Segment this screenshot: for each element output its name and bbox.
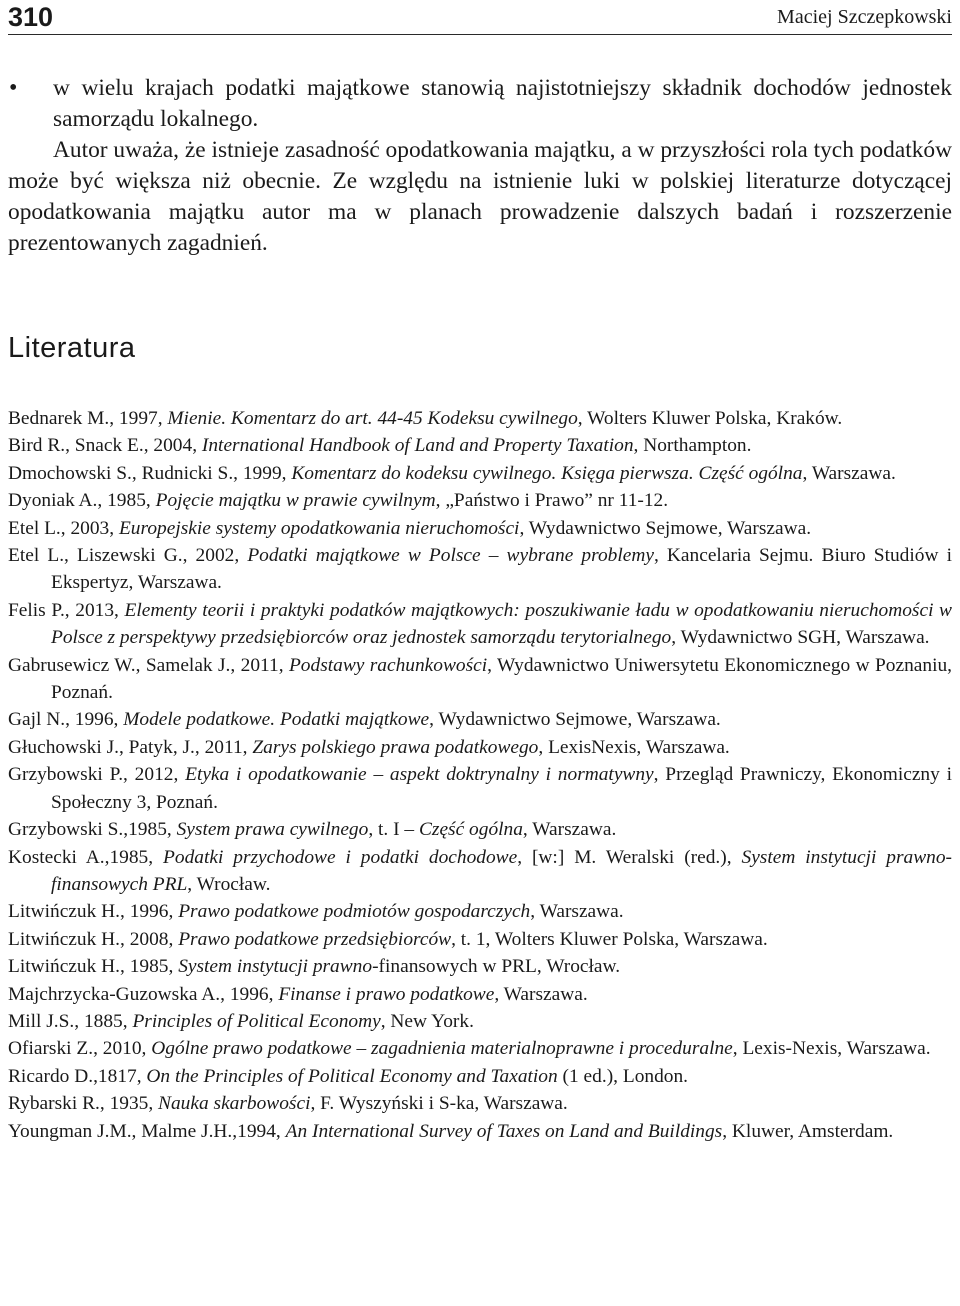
reference-text: , Wrocław. (187, 873, 271, 895)
reference-entry (8, 761, 952, 816)
reference-title: Zarys polskiego prawa podatkowego (252, 736, 539, 758)
reference-text: Rybarski R., 1935, (8, 1093, 159, 1115)
reference-text: Grzybowski P., 2012, (8, 764, 186, 786)
reference-text: Ricardo D.,1817, (8, 1065, 147, 1087)
reference-text: Dyoniak A., 1985, (8, 490, 156, 512)
reference-entry (8, 1118, 952, 1145)
reference-text: , Wydawnictwo Sejmowe, Warszawa. (429, 709, 721, 731)
reference-text: Majchrzycka-Guzowska A., 1996, (8, 983, 279, 1005)
reference-text: Głuchowski J., Patyk, J., 2011, (8, 736, 253, 758)
reference-text: Felis P., 2013, (8, 599, 125, 621)
reference-entry (8, 405, 952, 432)
reference-title: Podatki przychodowe i podatki dochodowe (163, 846, 518, 868)
reference-entry (8, 816, 952, 843)
reference-entry (8, 1063, 952, 1090)
reference-text: , LexisNexis, Warszawa. (538, 736, 730, 758)
reference-text: , Przegląd Prawniczy, Ekonomiczny i Społeczny 3, Poznań. (51, 764, 952, 813)
reference-title: Prawo podatkowe przedsiębiorców (178, 928, 452, 950)
page-number: 310 (8, 2, 54, 32)
reference-text: Gabrusewicz W., Samelak J., 2011, (8, 654, 289, 676)
reference-text: Gajl N., 1996, (8, 709, 124, 731)
reference-text: Kostecki A.,1985, (8, 846, 164, 868)
reference-entry (8, 1008, 952, 1035)
reference-text: , Warszawa. (802, 462, 896, 484)
reference-text: , t. 1, Wolters Kluwer Polska, Warszawa. (451, 928, 768, 950)
reference-title: System prawa cywilnego (176, 819, 369, 841)
reference-text: , Warszawa. (522, 819, 617, 841)
reference-text: Litwińczuk H., 1985, (8, 956, 179, 978)
bullet-text: w wielu krajach podatki majątkowe stanowią najistotniejszy składnik dochodów jednostek samorządu lokalnego. (53, 75, 952, 132)
reference-text: (1 ed.), London. (557, 1065, 689, 1087)
bullet-marker: • (9, 75, 18, 101)
reference-text: , t. I – (368, 819, 419, 841)
reference-entry (8, 652, 952, 707)
reference-entry (8, 1035, 952, 1062)
reference-text: Ofiarski Z., 2010, (8, 1038, 152, 1060)
reference-title: Część ogólna (418, 819, 523, 841)
reference-title: Nauka skarbowości (158, 1093, 311, 1115)
running-head-author: Maciej Szczepkowski (777, 6, 952, 28)
reference-entry (8, 460, 952, 487)
reference-title: Prawo podatkowe podmiotów gospodarczych (178, 901, 531, 923)
reference-entry (8, 515, 952, 542)
reference-text: , Kluwer, Amsterdam. (722, 1120, 894, 1142)
reference-title: Europejskie systemy opodatkowania nieruchomości (118, 517, 520, 539)
section-heading-literature: Literatura (8, 332, 136, 364)
reference-text: Grzybowski S.,1985, (8, 819, 177, 841)
reference-text: Bednarek M., 1997, (8, 408, 168, 429)
reference-title: System instytucji prawno-finansowych PRL (51, 846, 952, 895)
reference-entry (8, 1090, 952, 1117)
reference-entry (8, 706, 952, 733)
reference-text: , Northampton. (633, 435, 752, 457)
reference-text: Etel L., Liszewski G., 2002, (8, 545, 248, 567)
reference-text: , Warszawa. (530, 901, 624, 923)
reference-text: , Warszawa. (494, 983, 588, 1005)
reference-title: Komentarz do kodeksu cywilnego. Księga pierwsza. Część ogólna (291, 462, 803, 484)
reference-text: Youngman J.M., Malme J.H.,1994, (8, 1120, 286, 1142)
reference-text: Litwińczuk H., 1996, (8, 901, 179, 923)
reference-text: , New York. (380, 1010, 474, 1032)
reference-text: , Wydawnictwo Uniwersytetu Ekonomicznego w Poznaniu, Poznań. (51, 654, 952, 704)
reference-text: Etel L., 2003, (8, 517, 119, 539)
reference-entry (8, 542, 952, 597)
reference-entry (8, 597, 952, 652)
reference-title: An International Survey of Taxes on Land and Buildings (285, 1120, 723, 1142)
reference-text: , Lexis-Nexis, Warszawa. (732, 1038, 931, 1060)
reference-text: , Wydawnictwo Sejmowe, Warszawa. (519, 517, 812, 539)
closing-paragraph: Autor uważa, że istnieje zasadność opodatkowania majątku, a w przyszłości rola tych podatków może być większa niż obecnie. Ze względu na istnienie luki w polskiej literaturze dotyczącej opodatkowania majątku autor ma w planach prowadzenie dalszych badań i rozszerzenie prezentowanych zagadnień. (8, 137, 952, 256)
reference-title: Etyka i opodatkowanie – aspekt doktrynalny i normatywny (185, 764, 654, 786)
reference-title: Principles of Political Economy (132, 1010, 381, 1032)
reference-entry (8, 844, 952, 899)
reference-list (8, 405, 952, 1145)
reference-text: , F. Wyszyński i S-ka, Warszawa. (310, 1093, 568, 1115)
reference-text: , Wolters Kluwer Polska, Kraków. (577, 408, 843, 429)
reference-title: On the Principles of Political Economy and Taxation (146, 1065, 558, 1087)
reference-entry (8, 926, 952, 953)
reference-title: Ogólne prawo podatkowe – zagadnienia materialnoprawne i proceduralne (151, 1038, 733, 1060)
reference-entry (8, 487, 952, 514)
reference-title: Podatki majątkowe w Polsce – wybrane problemy (247, 545, 654, 567)
reference-entry (8, 898, 952, 925)
reference-text: , [w:] M. Weralski (red.), (517, 846, 742, 868)
page-header (8, 0, 952, 35)
reference-entry (8, 734, 952, 761)
reference-title: Mienie. Komentarz do art. 44-45 Kodeksu cywilnego (167, 408, 578, 429)
reference-title: Finanse i prawo podatkowe (278, 983, 495, 1005)
reference-title: Pojęcie majątku w prawie cywilnym (155, 490, 436, 512)
reference-text: finansowych w PRL, Wrocław. (378, 956, 621, 978)
reference-entry (8, 953, 952, 980)
reference-text: Bird R., Snack E., 2004, (8, 435, 202, 457)
bullet-item (8, 73, 952, 135)
reference-text: , Wydawnictwo SGH, Warszawa. (671, 627, 930, 649)
reference-title: Elementy teorii i praktyki podatków majątkowych: poszukiwanie ładu w opodatkowaniu nieruchomości w Polsce z perspektywy przedsiębiorców oraz jednostek samorządu terytorialnego (51, 599, 952, 649)
reference-title: International Handbook of Land and Property Taxation (201, 435, 634, 457)
reference-text: , „Państwo i Prawo” nr 11-12. (435, 490, 669, 512)
reference-entry (8, 981, 952, 1008)
reference-title: Modele podatkowe. Podatki majątkowe (123, 709, 430, 731)
reference-title: Podstawy rachunkowości (288, 654, 488, 676)
reference-text: Litwińczuk H., 2008, (8, 928, 179, 950)
document-page (8, 0, 952, 1145)
reference-title: System instytucji prawno- (178, 956, 379, 978)
reference-text: Dmochowski S., Rudnicki S., 1999, (8, 462, 292, 484)
reference-text: , Kancelaria Sejmu. Biuro Studiów i Ekspertyz, Warszawa. (51, 545, 952, 594)
reference-entry (8, 432, 952, 459)
reference-text: Mill J.S., 1885, (8, 1010, 133, 1032)
